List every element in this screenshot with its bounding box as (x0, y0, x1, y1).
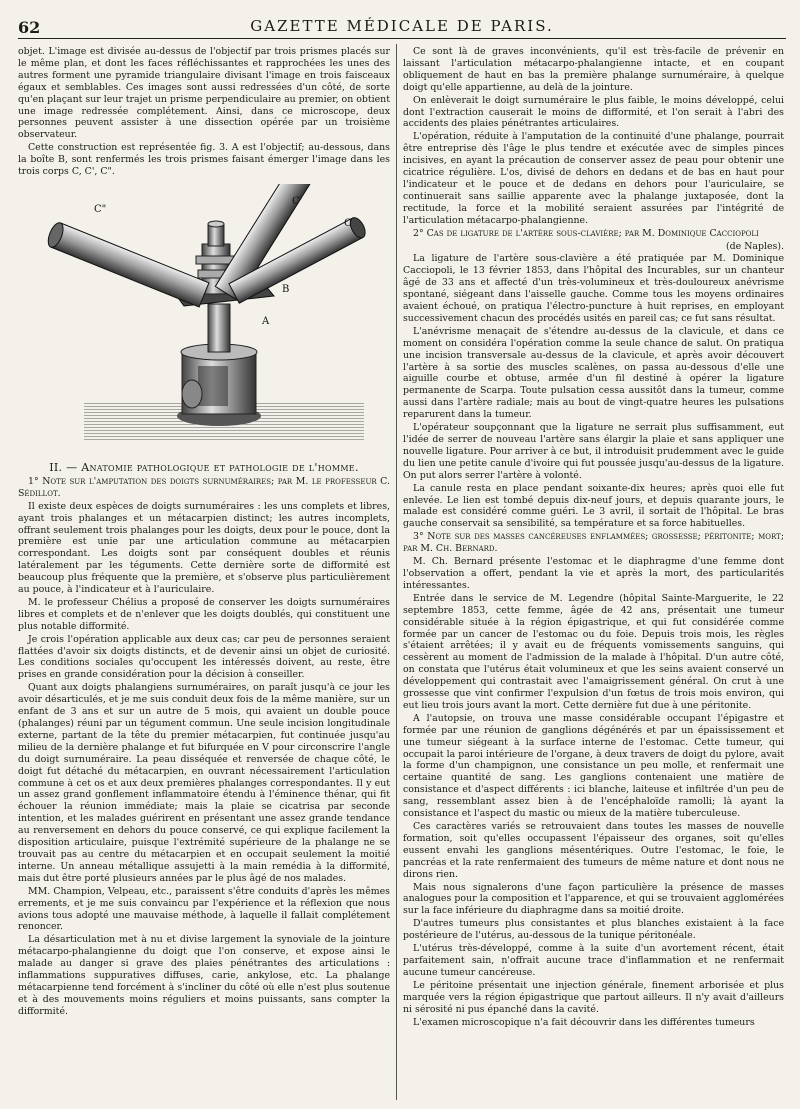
label-b: B (282, 283, 290, 295)
section-title: II. — Anatomie pathologique et pathologie de l'homme. (49, 460, 359, 474)
note-heading: 1° Note sur l'amputation des doigts surnuméraires; par M. le professeur C. Sédillot. (18, 475, 390, 499)
paragraph: Il existe deux espèces de doigts surnuméraires : les uns complets et libres, ayant trois phalanges et un métacarpien distinct; les autres incomplets, offrant seulement trois phalanges pour les doigts, deux pour le pouce, dont la première est unie par une articulation commune au métacarpien correspondant. Les doigts sont par conséquent doubles et réunis latéralement par les téguments. Cette dernière sorte de difformité est beaucoup plus fréquente que la première, et s'observe plus particulièrement au pouce, à l'indicateur et à l'auriculaire. (18, 500, 390, 596)
paragraph: On enlèverait le doigt surnuméraire le plus faible, le moins développé, celui dont l'extraction causerait le moins de difformité, et l'on serait à l'abri des accidents des plaies pénétrantes articulaires. (403, 94, 784, 130)
note-heading: 2° Cas de ligature de l'artère sous-clavière; par M. Dominique Cacciopoli (413, 227, 759, 239)
paragraph: A l'autopsie, on trouva une masse considérable occupant l'épigastre et formée par une réunion de ganglions dégénérés et par un épaississement et une tumeur siégeant à la surface interne de l'estomac. Cette tumeur, qui occupait la paroi intérieure de l'organe, à deux travers de doigt du pylore, avait la forme d'un champignon, une consistance un peu molle, et renfermait une certaine quantité de sang. Les ganglions contenaient une matière de consistance et d'aspect différents : ici blanche, laiteuse et infiltrée d'un peu de sang, ressemblant assez bien à de l'encéphaloïde ramolli; là ayant la consistance et l'aspect du mastic ou mieux de la matière tuberculeuse. (403, 712, 784, 820)
paragraph: M. le professeur Chélius a proposé de conserver les doigts surnuméraires libres et complets et de n'enlever que les doigts doublés, qui constituent une plus notable difformité. (18, 596, 390, 632)
paragraph: La canule resta en place pendant soixante-dix heures; après quoi elle fut enlevée. Le lien est tombé depuis dix-neuf jours, et depuis quarante jours, le malade est considéré comme guéri. Le 3 avril, il sortait de l'hôpital. Le bras gauche conservait sa sensibilité, sa température et sa force habituelles. (403, 482, 784, 530)
microscope-figure (24, 184, 384, 456)
paragraph: MM. Champion, Velpeau, etc., paraissent s'être conduits d'après les mêmes errements, et je me suis convaincu par l'expérience et la réflexion que nous avions tous adopté une mauvaise méthode, à laquelle il fallait complétement renoncer. (18, 885, 390, 933)
page-number: 62 (18, 18, 41, 37)
note-place: (de Naples). (726, 240, 784, 252)
paragraph: objet. L'image est divisée au-dessus de l'objectif par trois prismes placés sur le même plan, et dont les faces réfléchissantes et rapprochées les unes des autres forment une pyramide triangulaire divisant l'image en trois faisceaux égaux et semblables. Ces images sont aussi redressées d'un côté, de sorte qu'en plaçant sur leur trajet un prisme perpendiculaire au premier, on obtient une image redressée complétement. Ainsi, dans ce microscope, deux personnes peuvent assister à une dissection opérée par un troisième observateur. (18, 46, 390, 141)
paragraph: D'autres tumeurs plus consistantes et plus blanches existaient à la face postérieure de l'utérus, au-dessous de la tunique péritonéale. (403, 918, 784, 942)
note-heading: 3° Note sur des masses cancéreuses enflammées; grossesse; péritonite; mort; par M. Ch. Bernard. (403, 531, 784, 555)
label-c: C (344, 217, 352, 229)
column-divider (396, 44, 397, 1100)
label-a: A (262, 315, 270, 327)
paragraph: Mais nous signalerons d'une façon particulière la présence de masses analogues pour la composition et l'apparence, et qui se trouvaient agglomérées sur la face inférieure du diaphragme dans sa moitié droite. (403, 881, 784, 917)
paragraph: Entrée dans le service de M. Legendre (hôpital Sainte-Marguerite, le 22 septembre 1853, cette femme, âgée de 42 ans, présentait une tumeur considérable située à la région épigastrique, et qui fut considérée comme formée par un cancer de l'estomac ou du foie. Depuis trois mois, les règles s'étaient arrêtées; il y avait eu de fréquents vomissements sanguins, qui cessèrent au moment de l'admission de la malade à l'hôpital. D'un autre côté, on constata que l'utérus était volumineux et que les seins avaient conservé un développement qui contrastait avec l'amaigrissement général. On crut à une grossesse que vint confirmer l'expulsion d'un fœtus de trois mois environ, qui eut lieu trois jours avant la mort. Cette dernière fut due à une péritonite. (403, 592, 784, 711)
left-column (18, 46, 390, 1019)
paragraph: Le péritoine présentait une injection générale, finement arborisée et plus marquée vers la région épigastrique que partout ailleurs. Il n'y avait d'ailleurs ni sérosité ni pus épanché dans la cavité. (403, 979, 784, 1015)
paragraph: L'opération, réduite à l'amputation de la continuité d'une phalange, pourrait être entreprise dès l'âge le plus tendre et exécutée avec de simples pinces incisives, en ayant la précaution de conserver assez de peau pour obtenir une cicatrice régulière. L'os, divisé de dehors en dedans et de bas en haut pour l'indicateur et le pouce et de dedans en dehors pour l'auriculaire, se continuerait sans saillie apparente avec la phalange juxtaposée, dont la rectitude, la force et la mobilité seraient assurées par l'intégrité de l'articulation métacarpo-phalangienne. (403, 131, 784, 226)
microscope-illustration (24, 184, 384, 456)
paragraph: Ce sont là de graves inconvénients, qu'il est très-facile de prévenir en laissant l'articulation métacarpo-phalangienne intacte, et en coupant obliquement de haut en bas la première phalange surnuméraire, à quelque doigt qu'elle appartienne, au delà de la jointure. (403, 46, 784, 93)
label-c-prime: C' (292, 195, 303, 207)
page-header (18, 14, 786, 39)
paragraph: L'anévrisme menaçait de s'étendre au-dessus de la clavicule, et dans ce moment on considéra l'opération comme la seule chance de salut. On pratiqua une incision transversale au-dessus de la clavicule, et après avoir découvert l'artère à sa sortie des muscles scalènes, on passa au-dessous d'elle une aiguille courbe et obtuse, armée d'un fil destiné à opérer la ligature permanente de Scarpa. Toute pulsation cessa aussitôt dans la tumeur, comme aussi dans l'artère radiale; mais au bout de vingt-quatre heures les pulsations reparurent dans la tumeur. (403, 325, 784, 421)
microscope-stem (208, 304, 230, 352)
paragraph: L'opérateur soupçonnant que la ligature ne serrait plus suffisamment, eut l'idée de serrer de nouveau l'artère sans élargir la plaie et sans appliquer une nouvelle ligature. Pour arriver à ce but, il introduisit prudemment avec le guide du lien une petite canule d'ivoire qui fut poussée jusqu'au-dessus de la ligature. On put alors serrer l'artère à volonté. (403, 422, 784, 481)
label-c-double: C" (94, 203, 107, 215)
tube-c-double (45, 221, 209, 307)
paragraph: Cette construction est représentée fig. 3. A est l'objectif; au-dessous, dans la boîte B, sont renfermés les trois prismes faisant émerger l'image dans les trois corps C, C', C". (18, 142, 390, 178)
paragraph: M. Ch. Bernard présente l'estomac et le diaphragme d'une femme dont l'observation a offert, pendant la vie et après la mort, des particularités intéressantes. (403, 556, 784, 591)
paragraph: Ces caractères variés se retrouvaient dans toutes les masses de nouvelle formation, soit qu'elles occupassent l'épaisseur des organes, soit qu'elles eussent envahi les ganglions mésentériques. Outre l'estomac, le foie, le pancréas et la rate renfermaient des tumeurs de même nature et dont nous ne dirons rien. (403, 821, 784, 880)
journal-title: GAZETTE MÉDICALE DE PARIS. (250, 17, 554, 35)
paragraph: L'utérus très-développé, comme à la suite d'un avortement récent, était parfaitement sain, n'offrait aucune trace d'inflammation et ne renfermait aucune tumeur cancéreuse. (403, 943, 784, 978)
paragraph: Quant aux doigts phalangiens surnuméraires, on paraît jusqu'à ce jour les avoir désarticulés, et je me suis conduit deux fois de la même manière, sur un enfant de 3 ans et sur un autre de 5 mois, qui avaient un double pouce (phalanges) réuni par un tégument commun. Une seule incision longitudinale externe, partant de la tête du premier métacarpien, fut continuée jusqu'au milieu de la dernière phalange et fut bifurquée en V pour circonscrire l'angle du doigt surnuméraire. La peau disséquée et renversée de chaque côté, le doigt fut détaché du métacarpien, en ouvrant nécessairement l'articulation commune à cet os et aux deux premières phalanges correspondantes. Il y eut un assez grand gonflement inflammatoire étendu à l'éminence thénar, qui fit échouer la réunion immédiate; mais la plaie se cicatrisa par seconde intention, et les malades guérirent en présentant une assez grande tendance au renversement en dehors du pouce conservé, ce qui explique facilement la disposition articulaire, puisque l'extrémité supérieure de la phalange ne se trouvait pas au centre du métacarpien et en occupait seulement la moitié interne. Un anneau métallique assujetti à la main remédia à la difformité, mais dut être porté plusieurs années par le plus âgé de nos malades. (18, 682, 390, 884)
paragraph: L'examen microscopique n'a fait découvrir dans les différentes tumeurs (413, 1016, 755, 1028)
right-column (403, 46, 784, 1029)
paragraph: La ligature de l'artère sous-clavière a été pratiquée par M. Dominique Cacciopoli, le 13 février 1853, dans l'hôpital des Incurables, sur un chanteur âgé de 33 ans et affecté d'un très-volumineux et très-douloureux anévrisme spontané, siégeant dans l'aisselle gauche. Comme tous les moyens ordinaires avaient échoué, on pratiqua l'électro-puncture à huit reprises, en employant successivement chacun des procédés usités en pareil cas; ce fut sans résultat. (403, 253, 784, 324)
paragraph: La désarticulation met à nu et divise largement la synoviale de la jointure métacarpo-phalangienne du doigt que l'on conserve, et expose ainsi le malade au danger si grave des plaies pénétrantes des articulations : inflammations suppuratives diffuses, carie, ankylose, etc. La phalange métacarpienne tend forcément à s'incliner du côté où elle n'est plus soutenue et à des mouvements moins réguliers et moins puissants, sans compter la difformité. (18, 934, 390, 1017)
paragraph: Je crois l'opération applicable aux deux cas; car peu de personnes seraient flattées d'avoir six doigts distincts, et de devenir ainsi un objet de curiosité. Les conditions sociales qu'occupent les intéressés doivent, au reste, être prises en grande considération pour la décision à conseiller. (18, 633, 390, 681)
